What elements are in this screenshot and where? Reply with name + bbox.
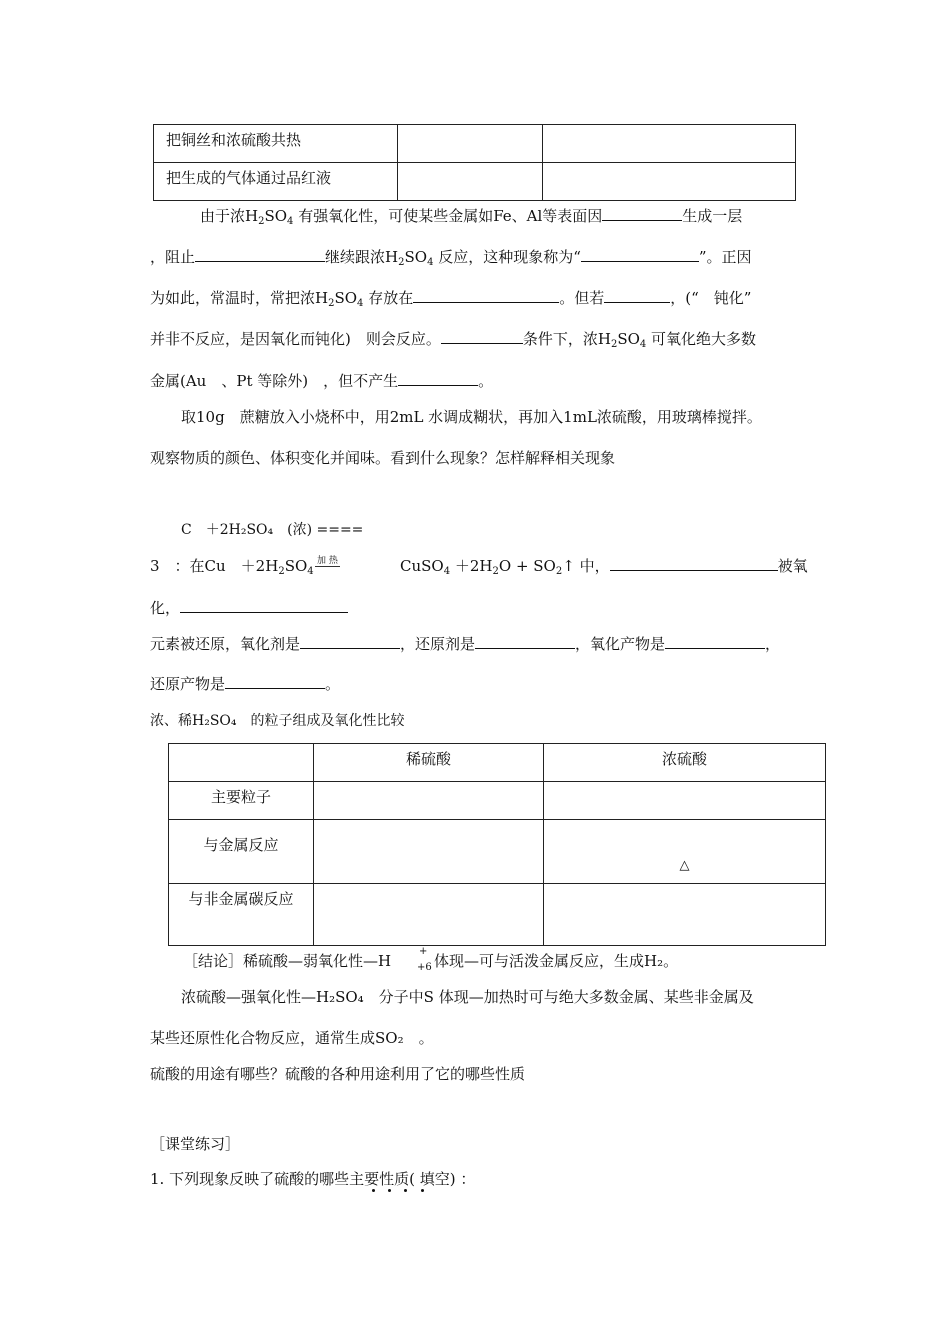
q3-line-1-right: CuSO$_4$ $+2H_2O$ + $SO_2↑$ 中， 被氧 [400, 557, 808, 577]
table-cell [314, 782, 544, 820]
table-cell [314, 820, 544, 884]
emphasis-dot [372, 1189, 375, 1192]
passivation-line-2: ，阻止 继续跟浓$H_2SO_4$ 反应，这种现象称为“ ”。正因 [150, 248, 752, 268]
answer-blank[interactable] [581, 247, 699, 262]
table-cell-label: 把生成的气体通过品红液 [154, 163, 398, 201]
oxidation-state: +6 [417, 962, 432, 973]
conclusion-line-1-right: 体现—可与活泼金属反应，生成H₂。 [434, 952, 679, 970]
compare-table [168, 743, 826, 946]
q3-line-4: 还原产物是 。 [150, 675, 341, 693]
conclusion-line-1: ［结论］稀硫酸—弱氧化性—H [183, 952, 392, 970]
compare-title: 浓、稀H₂SO₄ 的粒子组成及氧化性比较 [150, 713, 405, 729]
answer-blank[interactable] [441, 329, 523, 344]
conclusion-line-3: 某些还原性化合物反应，通常生成SO₂ 。 [150, 1029, 434, 1047]
answer-blank[interactable] [665, 634, 765, 649]
q3-line-1: 3 ：在Cu $+2H_2SO_4$ [150, 557, 314, 577]
answer-blank[interactable] [610, 556, 778, 571]
table-cell [398, 163, 543, 201]
sugar-line-2: 观察物质的颜色、体积变化并闻味。看到什么现象？怎样解释相关现象 [150, 449, 616, 467]
table-header-empty [169, 744, 314, 782]
table-cell [543, 163, 796, 201]
table-cell [543, 125, 796, 163]
usage-question: 硫酸的用途有哪些？硫酸的各种用途利用了它的哪些性质 [150, 1065, 526, 1083]
q3-line-2: 化， [150, 597, 348, 618]
answer-blank[interactable] [475, 634, 575, 649]
practice-question-1: 1. 下列现象反映了硫酸的哪些主要性质( 填空) ： [150, 1170, 476, 1188]
emphasis-dot [404, 1189, 407, 1192]
answer-blank[interactable] [602, 206, 682, 221]
passivation-line-4: 并非不反应，是因氧化而钝化) 则会反应。 条件下，浓$H_2SO_4$ 可氧化绝大多数 [150, 330, 757, 350]
answer-blank[interactable] [225, 674, 325, 689]
table-cell [544, 884, 826, 946]
table-cell [544, 782, 826, 820]
table-cell [314, 884, 544, 946]
table-cell [544, 820, 826, 884]
passivation-line-5: 金属(Au 、Pt 等除外) ，但不产生 。 [150, 372, 494, 390]
heat-condition: 加 热 [315, 553, 340, 567]
answer-blank[interactable] [300, 634, 400, 649]
answer-blank[interactable] [398, 371, 478, 386]
emphasis-dot [388, 1189, 391, 1192]
carbon-equation: C ＋2H₂SO₄ (浓) ==== [181, 522, 364, 538]
table-cell [398, 125, 543, 163]
practice-title: ［课堂练习］ [150, 1135, 241, 1153]
table-row-label: 主要粒子 [169, 782, 314, 820]
table-row-label: 与非金属碳反应 [169, 884, 314, 946]
q3-line-3: 元素被还原，氧化剂是 ，还原剂是 ，氧化产物是 ， [150, 635, 781, 653]
heat-triangle-icon: △ [679, 858, 690, 873]
passivation-line-1: 由于浓$H_2SO_4$ 有强氧化性，可使某些金属如Fe、Al等表面因 生成一层 [200, 207, 743, 227]
answer-blank[interactable] [413, 288, 559, 303]
top-table [153, 124, 796, 201]
sugar-line-1: 取10g 蔗糖放入小烧杯中，用2mL 水调成糊状，再加入1mL浓硫酸，用玻璃棒搅拌。 [181, 408, 762, 426]
charge-plus: + [419, 946, 428, 957]
table-header: 稀硫酸 [314, 744, 544, 782]
table-header: 浓硫酸 [544, 744, 826, 782]
answer-blank[interactable] [180, 598, 348, 613]
table-row-label: 与金属反应 [169, 820, 314, 884]
answer-blank[interactable] [195, 247, 325, 262]
conclusion-line-2: 浓硫酸—强氧化性—H₂SO₄ 分子中S 体现—加热时可与绝大多数金属、某些非金属及 [181, 988, 754, 1006]
table-cell-label: 把铜丝和浓硫酸共热 [154, 125, 398, 163]
passivation-line-3: 为如此，常温时，常把浓$H_2SO_4$ 存放在 。但若 ，(“ 钝化” [150, 289, 752, 309]
emphasis-dot [421, 1189, 424, 1192]
answer-blank[interactable] [604, 288, 670, 303]
